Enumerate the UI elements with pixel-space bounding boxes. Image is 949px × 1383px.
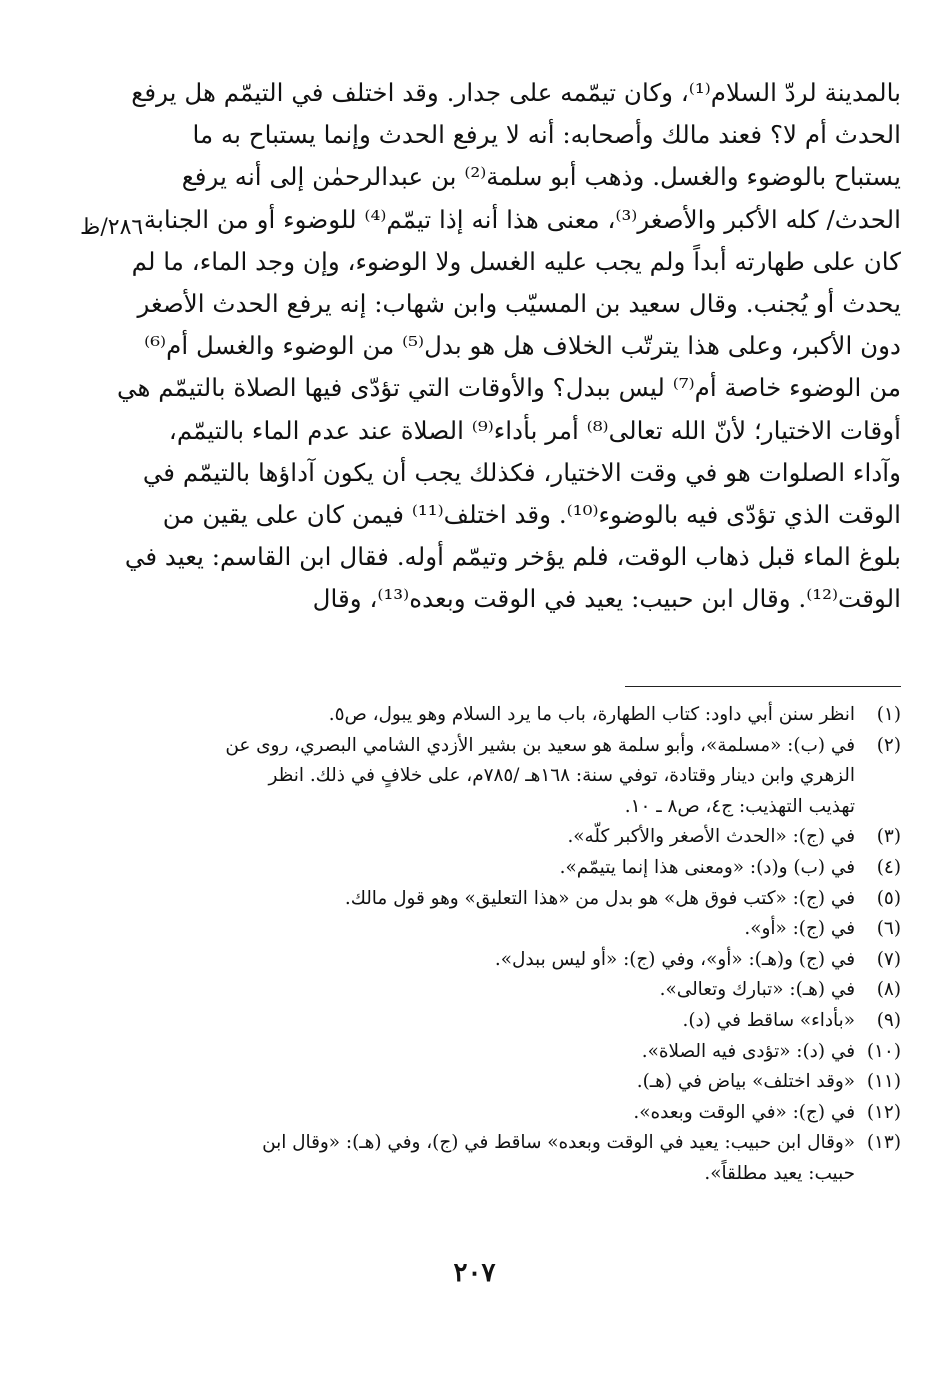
text-line: بلوغ الماء قبل ذهاب الوقت، فلم يؤخر وتيمّم أوله. فقال ابن القاسم: يعيد في	[124, 542, 901, 572]
footnote-number: (١٣)	[866, 1132, 901, 1154]
footnote-item	[145, 731, 901, 823]
footnote-item	[145, 914, 901, 945]
folio-margin-note: ٢٨٦/ظ	[80, 215, 144, 240]
footnote-item	[145, 1067, 901, 1098]
footnote-text: انظر سنن أبي داود: كتاب الطهارة، باب ما يرد السلام وهو يبول، ص٥.	[328, 704, 855, 725]
text-line: الوقت الذي تؤدّى فيه بالوضوء⁽¹⁰⁾. وقد اختلف⁽¹¹⁾ فيمن كان على يقين من	[162, 499, 901, 529]
footnote-number: (٤)	[876, 856, 901, 878]
text-line: الوقت⁽¹²⁾. وقال ابن حبيب: يعيد في الوقت وبعده⁽¹³⁾، وقال	[312, 584, 901, 614]
footnote-number: (٩)	[876, 1009, 901, 1031]
footnote-item	[145, 1098, 901, 1129]
footnote-text: في (د): «تؤدى فيه الصلاة».	[641, 1040, 855, 1062]
footnote-number: (٧)	[876, 948, 901, 970]
text-line: دون الأكبر، وعلى هذا يترتّب الخلاف هل هو بدل⁽⁵⁾ من الوضوء والغسل أم⁽⁶⁾	[144, 331, 901, 361]
text-line: يحدث أو يُجنب. وقال سعيد بن المسيّب وابن شهاب: إنه يرفع الحدث الأصغر	[137, 288, 901, 318]
text-line: وآداء الصلوات هو في وقت الاختيار، فكذلك يجب أن يكون آداؤها بالتيمّم في	[142, 457, 901, 487]
footnote-number: (٥)	[876, 887, 901, 909]
text-line: بالمدينة لردّ السلام⁽¹⁾، وكان تيمّمه على جدار. وقد اختلف في التيمّم هل يرفع	[131, 78, 901, 107]
footnote-number: (١٠)	[866, 1040, 901, 1062]
footnote-item	[145, 1128, 901, 1189]
text-line: الحدث أم لا؟ فعند مالك وأصحابه: أنه لا يرفع الحدث وإنما يستباح به ما	[192, 120, 901, 150]
footnote-text: «وقد اختلف» بياض في (هـ).	[636, 1071, 855, 1093]
footnote-number: (١١)	[866, 1071, 901, 1093]
main-text-block	[117, 72, 901, 620]
text-line: من الوضوء خاصة أم⁽⁷⁾ ليس ببدل؟ والأوقات التي تؤدّى فيها الصلاة بالتيمّم هي	[117, 373, 901, 403]
footnote-text: في (ج): «الحدث الأصغر والأكبر كلّه».	[567, 826, 855, 848]
footnote-number: (١)	[876, 704, 901, 725]
footnote-number: (١٢)	[866, 1101, 901, 1123]
footnote-text: في (ج) و(هـ): «أو»، وفي (ج): «أو ليس ببدل».	[494, 948, 855, 970]
footnote-item	[145, 1006, 901, 1037]
text-line: يستباح بالوضوء والغسل. وذهب أبو سلمة⁽²⁾ بن عبدالرحمٰن إلى أنه يرفع	[181, 162, 901, 192]
footnote-item	[145, 822, 901, 853]
footnote-text: في (ج): «في الوقت وبعده».	[633, 1101, 855, 1123]
footnote-text: حبيب: يعيد مطلقاً».	[704, 1162, 855, 1184]
footnote-item	[145, 884, 901, 915]
footnote-number: (٣)	[876, 826, 901, 848]
text-line: أوقات الاختيار؛ لأنّ الله تعالى⁽⁸⁾ أمر بأداء⁽⁹⁾ الصلاة عند عدم الماء بالتيمّم،	[168, 415, 901, 445]
text-line: الحدث/ كله الأكبر والأصغر⁽³⁾، معنى هذا أنه إذا تيمّم⁽⁴⁾ للوضوء أو من الجنابة	[143, 204, 901, 234]
footnote-separator	[625, 686, 901, 687]
footnote-number: (٨)	[876, 979, 901, 1001]
page-number: ٢٠٧	[453, 1258, 496, 1288]
footnote-text: الزهري وابن دينار وقتادة، توفي سنة: ١٦٨هـ /٧٨٥م، على خلافٍ في ذلك. انظر	[268, 765, 855, 787]
footnote-text: في (ج): «أو».	[744, 918, 855, 940]
footnote-item	[145, 1037, 901, 1068]
footnote-number: (٢)	[876, 734, 901, 756]
footnote-text: «بأداء» ساقط في (د).	[682, 1009, 855, 1031]
footnote-item	[145, 975, 901, 1006]
footnote-item	[145, 945, 901, 976]
footnote-text: في (ب) و(د): «ومعنى هذا إنما يتيمّم».	[559, 856, 855, 878]
footnote-item	[145, 853, 901, 884]
footnote-text: في (ج): «كتب فوق هل» هو بدل من «هذا التعليق» وهو قول مالك.	[344, 887, 855, 909]
footnote-text: «وقال ابن حبيب: يعيد في الوقت وبعده» ساقط في (ج)، وفي (هـ): «وقال ابن	[262, 1132, 855, 1154]
footnotes-list	[145, 700, 901, 1190]
footnote-text: في (ب): «مسلمة»، وأبو سلمة هو سعيد بن بشير الأزدي الشامي البصري، روى عن	[225, 734, 855, 756]
footnote-text: تهذيب التهذيب: ج٤، ص٨ ـ ١٠.	[624, 795, 855, 817]
text-line: كان على طهارته أبداً ولم يجب عليه الغسل ولا الوضوء، وإن وجد الماء، ما لم	[131, 246, 901, 276]
footnote-number: (٦)	[876, 918, 901, 940]
footnote-text: في (هـ): «تبارك وتعالى».	[659, 979, 855, 1001]
footnote-item	[145, 700, 901, 731]
